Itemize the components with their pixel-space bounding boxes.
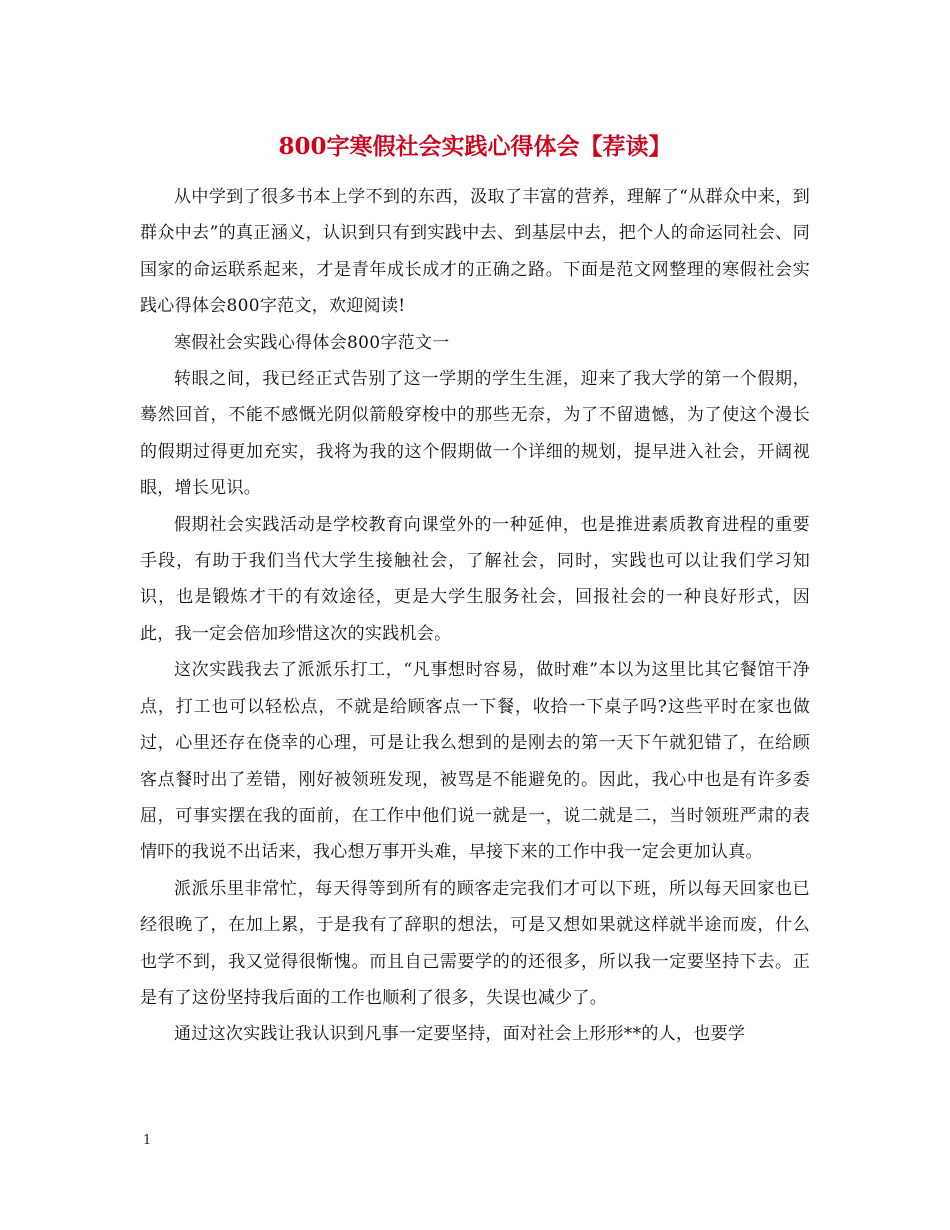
document-body [140, 179, 810, 1053]
section-heading: 寒假社会实践心得体会800字范文一 [174, 332, 450, 353]
document-title: 800字寒假社会实践心得体会【荐读】 [278, 133, 672, 160]
intro-paragraph: 从中学到了很多书本上学不到的东西，汲取了丰富的营养，理解了“从群众中来，到群众中去”的真正涵义，认识到只有到实践中去、到基层中去，把个人的命运同社会、同国家的命运联系起来，才是青年成长成才的正确之路。下面是范文网整理的寒假社会实践心得体会800字范文，欢迎阅读! [140, 187, 810, 317]
body-paragraph: 通过这次实践让我认识到凡事一定要坚持，面对社会上形形**的人，也要学 [174, 1024, 746, 1045]
body-paragraph: 这次实践我去了派派乐打工，“凡事想时容易，做时难”本以为这里比其它餐馆干净点，打工也可以轻松点，不就是给顾客点一下餐，收拾一下桌子吗?这些平时在家也做过，心里还存在侥幸的心理，可是让我么想到的是刚去的第一天下午就犯错了，在给顾客点餐时出了差错，刚好被领班发现，被骂是不能避免的。因此，我心中也是有许多委屈，可事实摆在我的面前，在工作中他们说一就是一，说二就是二，当时领班严肃的表情吓的我说不出话来，我心想万事开头难，早接下来的工作中我一定会更加认真。 [140, 660, 810, 863]
body-paragraph: 派派乐里非常忙，每天得等到所有的顾客走完我们才可以下班，所以每天回家也已经很晚了，在加上累，于是我有了辞职的想法，可是又想如果就这样就半途而废，什么也学不到，我又觉得很惭愧。而且自己需要学的的还很多，所以我一定要坚持下去。正是有了这份坚持我后面的工作也顺利了很多，失误也减少了。 [140, 878, 810, 1008]
body-paragraph: 假期社会实践活动是学校教育向课堂外的一种延伸，也是推进素质教育进程的重要手段，有助于我们当代大学生接触社会，了解社会，同时，实践也可以让我们学习知识，也是锻炼才干的有效途径，更是大学生服务社会，回报社会的一种良好形式，因此，我一定会倍加珍惜这次的实践机会。 [140, 514, 810, 644]
page-number: 1 [143, 1133, 152, 1148]
body-paragraph: 转眼之间，我已经正式告别了这一学期的学生生涯，迎来了我大学的第一个假期，蓦然回首，不能不感慨光阴似箭般穿梭中的那些无奈，为了不留遗憾，为了使这个漫长的假期过得更加充实，我将为我的这个假期做一个详细的规划，提早进入社会，开阔视眼，增长见识。 [140, 369, 810, 499]
